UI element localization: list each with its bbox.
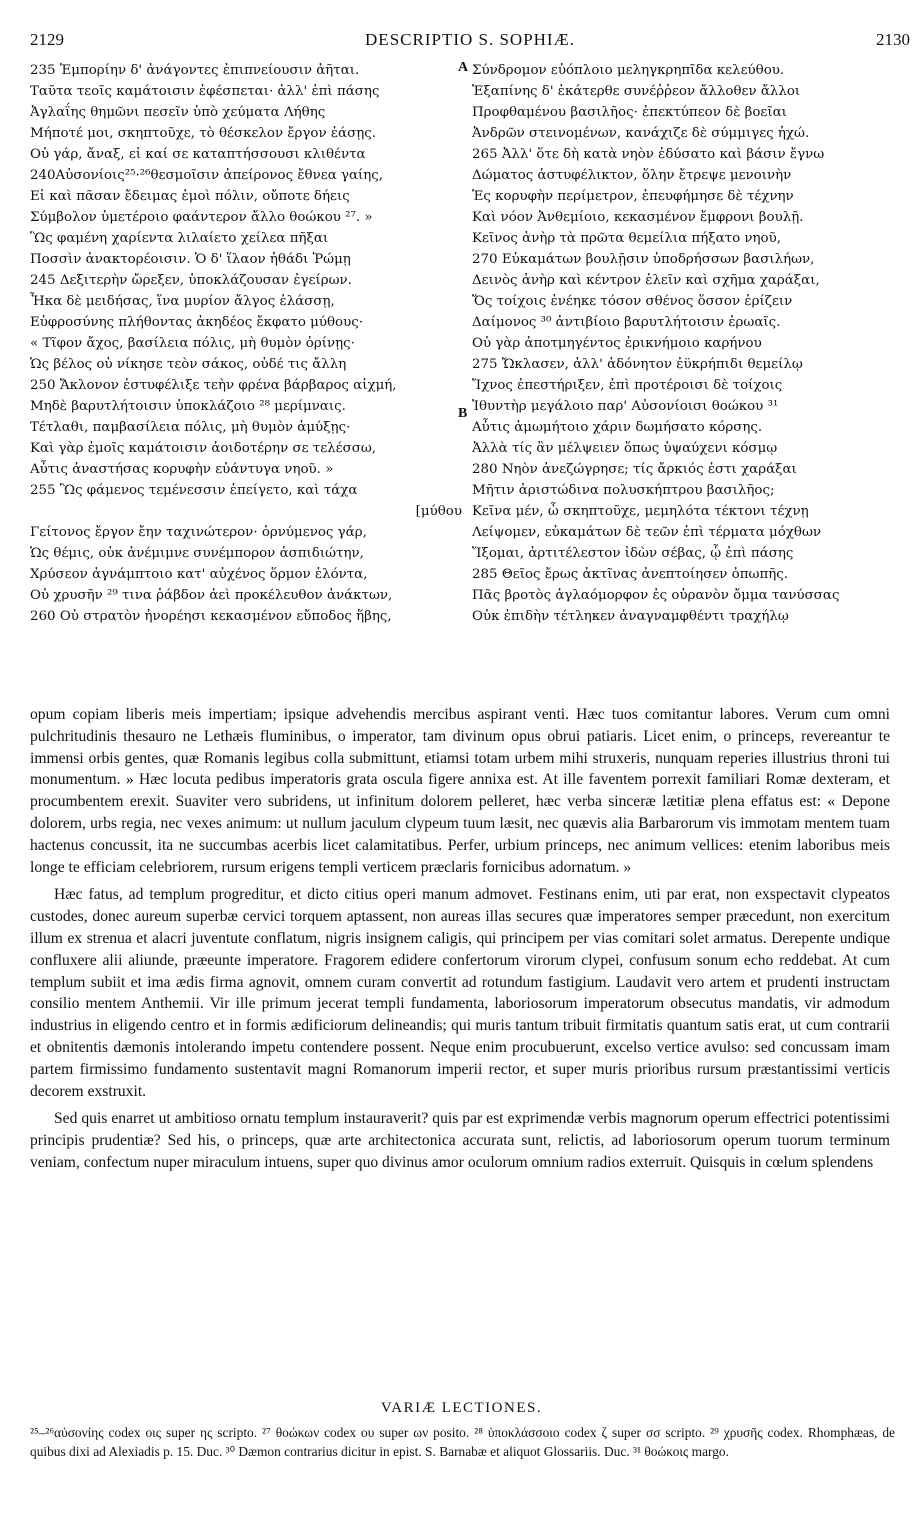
verse-line: Ἐξαπίνης δ' ἑκάτερθε συνέῤῥεον ἄλλοθεν ἄλλοι (472, 84, 801, 99)
verse-line: 280 Νηὸν ἀνεζώγρησε; τίς ἄρκιός ἐστι χαράξαι (472, 462, 797, 477)
verse-line: Δώματος ἀστυφέλικτον, ὅλην ἔτρεψε μενοινὴν (472, 168, 792, 183)
verse-line: 235 Ἐμπορίην δ' ἀνάγοντες ἐπιπνείουσιν ἀῆται. (30, 63, 360, 78)
verse-line: [μύθου (415, 504, 462, 519)
verse-line: Κεῖνος ἀνὴρ τὰ πρῶτα θεμείλια πήξατο νηοῦ, (472, 231, 782, 246)
verse-line: Ὡς βέλος οὐ νίκησε τεὸν σάκος, οὐδέ τις ἄλλη (30, 357, 347, 372)
verse-line: Αὖτις ἀναστήσας κορυφὴν εὐάντυγα νηοῦ. » (30, 462, 334, 477)
variae-lectiones-text: ²⁵–²⁶αὐσονίης codex οις super ης scripto. ²⁷ θοώκων codex ου super ων posito. ²⁸ ὑποκλάσσοιο codex ζ super σσ scripto. ²⁹ χρυσῆς codex. Rhomphæas, de quibus dixi ad Alexiadis p. 15. Duc. ³⁰ Dæmon contrarius dicitur in epist. S. Barnabæ et aliquot Glossariis. Duc. ³¹ θοώκοις margo. (30, 1425, 895, 1459)
verse-line: Οὐ χρυσῆν ²⁹ τινα ῥάβδον ἀεὶ προκέλευθον ἀνάκτων, (30, 588, 393, 603)
prose-paragraph: Hæc fatus, ad templum progreditur, et dicto citius operi manum admovet. Festinans enim, uti par erat, non exspectavit clypeatos custodes, donec aureum superbæ cervici torquem aptassent, non aureas illas secures quæ imperatores semper præcedunt, non exercitum illum ex strenua et alacri juventute conflatum, nigris insignem caligis, qui principem per vias comitari solet armatus. Derepente undique confluxere alii aliunde, præeunte imperatore. Fragorem edidere confertorum virorum clypei, confusum sonum echo reddebat. At cum templum subiit et ima ædis firma agnovit, omnem curam convertit ad rotundum fastigium. Laudavit vero artem et prudenti instructam consilio mentem Anthemii. Vir ille primum jecerat templi fundamenta, laboriosorum imperatorum obsecutus mandatis, vir admodum industrius in eligendo centro et in formis ædificiorum delineandis; qui muris tantum tribuit firmitatis quantum satis erat, ut cum contrarii et obnitentis dæmonis intolerando impetu contendere possent. Neque enim procubuerunt, excelso vertice avulso: sed concussam imam partem firmissimo fundamento sustentavit magni Romanorum imperii rector, et super muris prioribus rursum præstantissimi verticis decorem exstruxit. (30, 886, 890, 1100)
latin-translation (30, 704, 890, 1180)
verse-line: 240Αὐσονίοις²⁵·²⁶θεσμοῖσιν ἀπείρονος ἔθνεα γαίης, (30, 168, 384, 183)
verse-line: Ὡς θέμις, οὐκ ἀνέμιμνε συνέμπορον ἀσπιδιώτην, (30, 546, 364, 561)
verse-line: Μήποτέ μοι, σκηπτοῦχε, τὸ θέσκελον ἔργον ἐάσῃς. (30, 126, 377, 141)
running-title: DESCRIPTIO S. SOPHIÆ. (365, 30, 575, 49)
verse-line: Ἦκα δὲ μειδήσας, ἵνα μυρίον ἄλγος ἐλάσσῃ, (30, 294, 335, 309)
verse-line: 265 Ἀλλ' ὅτε δὴ κατὰ νηὸν ἐδύσατο καὶ βάσιν ἔγνω (472, 147, 825, 162)
verse-line: Οὐκ ἐπιδὴν τέτληκεν ἀναγναμφθέντι τραχήλῳ (472, 609, 789, 624)
verse-line: 255 Ὣς φάμενος τεμένεσσιν ἐπείγετο, καὶ τάχα (30, 483, 358, 498)
verse-line: Οὐ γὰρ ἀποτμηγέντος ἐρικνήμοιο καρήνου (472, 336, 762, 351)
verse-line: Σύνδρομον εὐόπλοιο μεληγκρηπῖδα κελεύθου. (472, 63, 785, 78)
verse-line: Καὶ γὰρ ἐμοῖς καμάτοισιν ἀοιδοτέρην σε τελέσσω, (30, 441, 377, 456)
verse-line: Σύμβολον ὑμετέροιο φαάντερον ἄλλο θοώκου ²⁷. » (30, 210, 373, 225)
verse-line: Ποσσὶν ἀνακτορέοισιν. Ὁ δ' ἵλαον ἠθάδι Ῥώμῃ (30, 252, 351, 267)
verse-line: Ἀλλὰ τίς ἂν μέλψειεν ὅπως ὑψαύχενι κόσμῳ (472, 441, 778, 456)
greek-left-column (30, 60, 462, 627)
prose-paragraph: Sed quis enarret ut ambitioso ornatu templum instauraverit? quis par est exprimendæ verbis magnorum operum effectrici potentissimi principis prudentiæ? Sed his, o princeps, quæ arte architectonica accurata sunt, relictis, ad laboriosorum operum tuorum terminum veniam, confectum nuper miraculum intuens, super quo divinus amor oculorum omnium radios exterruit. Quisquis in cœlum splendens (30, 1110, 890, 1171)
verse-line: Μηδὲ βαρυτλήτοισιν ὑποκλάζοιο ²⁸ μερίμναις. (30, 399, 346, 414)
verse-line: Μῆτιν ἀριστώδινα πολυσκήπτρου βασιλῆος; (472, 483, 775, 498)
verse-line: 285 Θεῖος ἔρως ἀκτῖνας ἀνεπτοίησεν ὀπωπῆς. (472, 567, 789, 582)
verse-line: Τέτλαθι, παμβασίλεια πόλις, μὴ θυμὸν ἀμύξῃς· (30, 420, 351, 435)
verse-line: Εἰ καὶ πᾶσαν ἔδειμας ἐμοὶ πόλιν, οὔποτε δήεις (30, 189, 350, 204)
verse-line: Ὅς τοίχοις ἐνέηκε τόσον σθένος ὅσσον ἐρίζειν (472, 294, 793, 309)
left-page-number: 2129 (30, 30, 64, 49)
verse-line: Ἰθυντὴρ μεγάλοιο παρ' Αὐσονίοισι θοώκου ³¹ (472, 399, 779, 414)
variae-lectiones-heading: VARIÆ LECTIONES. (380, 1400, 543, 1416)
verse-line: Οὐ γάρ, ἄναξ, εἰ καί σε καταπτήσσουσι κλιθέντα (30, 147, 366, 162)
verse-line: Ἴχνος ἐπεστήριξεν, ἐπὶ προτέροισι δὲ τοίχοις (472, 378, 783, 393)
verse-line: Χρύσεον ἀγνάμπτοιο κατ' αὐχένος ὅρμον ἑλόντα, (30, 567, 368, 582)
verse-line: Δεινὸς ἀνὴρ καὶ κέντρον ἑλεῖν καὶ σχῆμα χαράξαι, (472, 273, 820, 288)
greek-verse-columns (30, 60, 910, 700)
verse-line: Κεῖνα μέν, ὦ σκηπτοῦχε, μεμηλότα τέκτονι τέχνῃ (472, 504, 809, 519)
verse-line: 275 Ὤκλασεν, ἀλλ' ἀδόνητον ἐϋκρήπιδι θεμείλῳ (472, 357, 803, 372)
verse-line: Αὖτις ἀμωμήτοιο χάριν δωμήσατο κόρσης. (472, 420, 763, 435)
verse-line: Προφθαμένου βασιλῆος· ἐπεκτύπεον δὲ βοεῖαι (472, 105, 787, 120)
verse-line: 270 Εὐκαμάτων βουλῇσιν ὑποδρήσσων βασιλήων, (472, 252, 815, 267)
verse-line: Ἵξομαι, ἀρτιτέλεστον ἰδὼν σέβας, ᾧ ἐπὶ πάσης (472, 546, 794, 561)
verse-line: Δαίμονος ³⁰ ἀντιβίοιο βαρυτλήτοισιν ἐρωαῖς. (472, 315, 781, 330)
verse-line: Ὣς φαμένη χαρίεντα λιλαίετο χείλεα πῆξαι (30, 231, 329, 246)
verse-line: Ἀγλαΐης θημῶνι πεσεῖν ὑπὸ χεύματα Λήθης (30, 105, 326, 120)
prose-paragraph: opum copiam liberis meis impertiam; ipsique advehendis mercibus aspirant venti. Hæc tuos comitantur labores. Verum cum omni pulchritudinis thesauro ne Lethæis fluminibus, o imperator, tam divinum opus obrui patiaris. Licet enim, o princeps, revereantur te immensi orbis gentes, quæ Romanis legibus colla submittunt, etiamsi totam urbem mihi struxeris, nunquam reperies illustrius throni tui monumentum. » Hæc locuta pedibus imperatoris grata oscula figere annixa est. At ille faventem porrexit familiari Romæ dexteram, et procumbentem erexit. Suaviter vero subridens, ut infinitum dolorem pelleret, hæc verba sinceræ lætitiæ plena effatus est: « Depone dolorem, urbs regia, nec vexes animum: ut nullum jaculum clypeum tuum læsit, nec quævis alia Barbarorum vis immotam mentem tuam hactenus concussit, ita ne succumbas acerbis licet calamitatibus. Perfer, urbium princeps, nec animum vellices: etenim laboribus meis longe te efficiam celebriorem, rursum erigens templi verticem præclaris fornicibus adornatum. » (30, 706, 890, 876)
verse-line: Λείψομεν, εὐκαμάτων δὲ τεῶν ἐπὶ τέρματα μόχθων (472, 525, 821, 540)
verse-line: Ἐς κορυφὴν περίμετρον, ἐπευφήμησε δὲ τέχνην (472, 189, 794, 204)
right-page-number: 2130 (876, 30, 910, 49)
verse-line: Καὶ νόον Ἀνθεμίοιο, κεκασμένον ἔμφρονι βουλῇ. (472, 210, 804, 225)
page-header (30, 30, 910, 54)
verse-line: 250 Ἄκλονον ἐστυφέλιξε τεὴν φρένα βάρβαρος αἰχμή, (30, 378, 397, 393)
verse-line: Ἀνδρῶν στεινομένων, κανάχιζε δὲ σύμμιγες ἠχώ. (472, 126, 810, 141)
verse-line: Εὐφροσύνης πλήθοντας ἀκηδέος ἔκφατο μύθους· (30, 315, 364, 330)
verse-line: 260 Οὐ στρατὸν ἠνορέησι κεκασμένον εὔποδος ἥβης, (30, 609, 392, 624)
verse-line: « Τῖφον ἄχος, βασίλεια πόλις, μὴ θυμὸν ὀρίνῃς· (30, 336, 355, 351)
column-marker-a: A (458, 60, 469, 75)
column-marker-b: B (458, 406, 468, 421)
verse-line: Πᾶς βροτὸς ἀγλαόμορφον ἐς οὐρανὸν ὄμμα τανύσσας (472, 588, 840, 603)
greek-right-column (472, 60, 912, 627)
verse-line: 245 Δεξιτερὴν ὤρεξεν, ὑποκλάζουσαν ἐγείρων. (30, 273, 352, 288)
verse-line: Γείτονος ἔργον ἔην ταχινώτερον· ὀρνύμενος γάρ, (30, 525, 367, 540)
verse-line: Ταῦτα τεοῖς καμάτοισιν ἐφέσπεται· ἀλλ' ἐπὶ πάσης (30, 84, 380, 99)
